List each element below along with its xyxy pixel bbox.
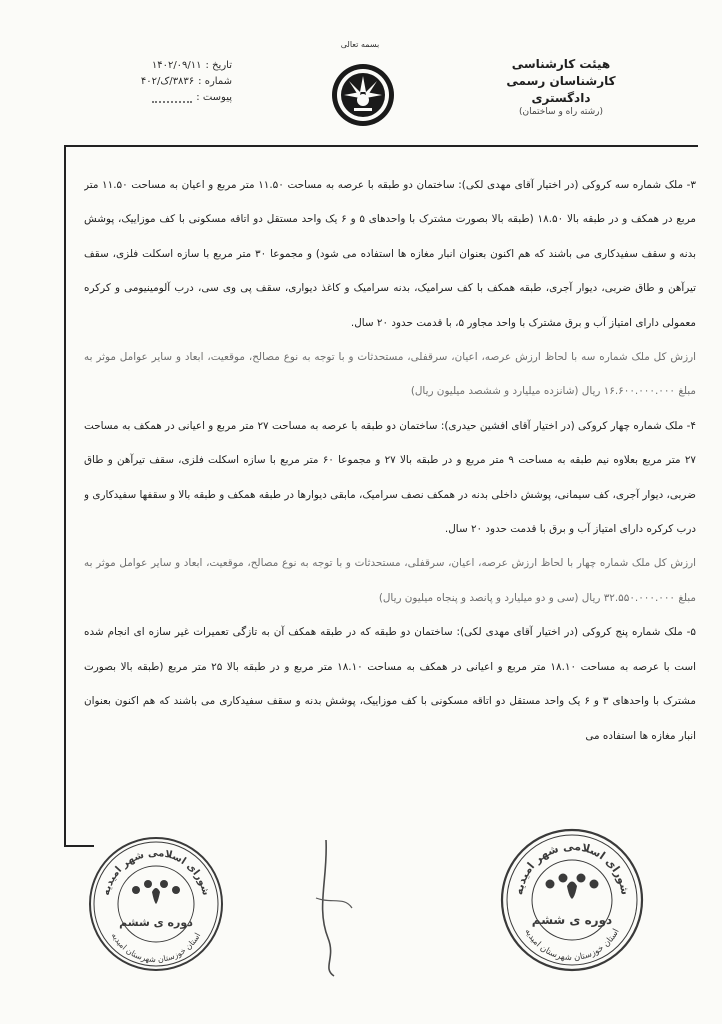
basmala-text: بسمه تعالی (340, 40, 380, 49)
paragraph-valuation-4: ارزش کل ملک شماره چهار با لحاظ ارزش عرصه، اعیان، سرقفلی، مستحدثات و با توجه به نوع مصالح، موقعیت، ابعاد و سایر عوامل موثر به مبلغ ۳۲.۵۵۰.۰۰۰.۰۰۰ ریال (سی و دو میلیارد و پانصد و پنجاه میلیون ریال) (84, 557, 696, 604)
body-text (84, 168, 696, 843)
number-row (102, 74, 232, 90)
date-row (102, 58, 232, 74)
left-seal-center-text: دوره ی ششم (119, 916, 193, 929)
paragraph-property-4: ۴- ملک شماره چهار کروکی (در اختیار آقای افشین حیدری): ساختمان دو طبقه با عرصه به مساحت ۲۷ متر مربع و اعیانی در همکف به مساحت ۲۷ متر مربع بعلاوه نیم طبقه به مساحت ۹ متر مربع و در طبقه بالا ۲۷ و مجموعا ۶۰ متر مربع با سازه اسکلت فلزی، سقف تیرآهن و طاق ضربی، دیوار آجری، کف سیمانی، پوشش داخلی بدنه در همکف نصف سرامیک، مابقی دیوارها در طبقه همکف و طبقه بالا و سقفها سفیدکاری و درب کرکره دارای امتیاز آب و برق با قدمت حدود ۲۰ سال. (84, 419, 696, 536)
council-seal-right-icon (498, 826, 646, 974)
paragraph-property-3: ۳- ملک شماره سه کروکی (در اختیار آقای مهدی لکی): ساختمان دو طبقه با عرصه به مساحت ۱۱.۵۰ متر مربع و اعیان به مساحت ۱۱.۵۰ متر مربع در همکف و در طبقه بالا ۱۸.۵۰ (طبقه بالا بصورت مشترک با واحدهای ۵ و ۶ یک واحد مستقل دو اتاقه مسکونی با کف موزاییک، پوشش بدنه و سقف سفیدکاری می باشند که هم اکنون بعنوان انبار مغازه ها استفاده می شود) و مجموعا ۳۰ متر مربع با سازه اسکلت فلزی، سقف تیرآهن و طاق ضربی، دیوار آجری، طبقه همکف با کف سرامیک، بدنه سرامیک و کاغذ دیواری، سقف پی وی سی، درب آلومینیومی و کرکره معمولی دارای امتیاز آب و برق مشترک با واحد مجاور ۵، با قدمت حدود ۲۰ سال. (84, 179, 696, 329)
issuer-heading (486, 56, 636, 119)
right-seal-top-text: شورای اسلامی شهر امیدیه (512, 839, 632, 896)
paragraph-valuation-3: ارزش کل ملک شماره سه با لحاظ ارزش عرصه، اعیان، سرقفلی، مستحدثات و با توجه به نوع مصالح، موقعیت، ابعاد و سایر عوامل موثر به مبلغ ۱۶.۶۰۰.۰۰۰.۰۰۰ ریال (شانزده میلیارد و ششصد میلیون ریال) (84, 351, 696, 398)
right-seal-bottom-text: استان خوزستان شهرستان امیدیه (522, 927, 622, 964)
signature-mark-icon (296, 838, 366, 978)
attachment-label: پیوست : (196, 92, 232, 103)
svg-text:استان خوزستان شهرستان امیدیه (110, 931, 203, 964)
date-value: ۱۴۰۲/۰۹/۱۱ (151, 60, 202, 71)
number-label: شماره : (198, 76, 232, 87)
svg-text:استان خوزستان شهرستان امیدیه (522, 927, 621, 963)
attachment-value-blank (152, 95, 192, 103)
organization-emblem-icon (330, 62, 396, 128)
issuer-field: (رشته راه و ساختمان) (518, 107, 604, 118)
paragraph-property-5: ۵- ملک شماره پنج کروکی (در اختیار آقای مهدی لکی): ساختمان دو طبقه که در طبقه همکف آن به تازگی تعمیرات غیر سازه ای انجام شده است با عرصه به مساحت ۱۸.۱۰ متر مربع و اعیانی در همکف به مساحت ۱۸.۱۰ متر مربع و در طبقه بالا ۲۵ متر مربع (طبقه بالا بصورت مشترک با واحدهای ۳ و ۶ یک واحد مستقل دو اتاقه مسکونی با کف موزاییک، پوشش بدنه و سقف سفیدکاری می باشند که هم اکنون بعنوان انبار مغازه ها استفاده می (84, 626, 696, 742)
attachment-row (102, 90, 232, 106)
issuer-subtitle: کارشناسان رسمی دادگستری (506, 73, 616, 105)
number-value: ۳۸۳۶/ک/۴۰۲ (140, 76, 195, 87)
right-seal-center-text: دوره ی ششم (531, 913, 613, 927)
council-seal-left-icon (86, 834, 226, 974)
left-seal-bottom-text: استان خوزستان شهرستان امیدیه (109, 931, 203, 965)
left-seal-top-text: شورای اسلامی شهر امیدیه (100, 847, 212, 897)
document-meta (102, 58, 232, 106)
issuer-title: هیئت کارشناسی (511, 57, 611, 71)
date-label: تاریخ : (205, 60, 232, 71)
